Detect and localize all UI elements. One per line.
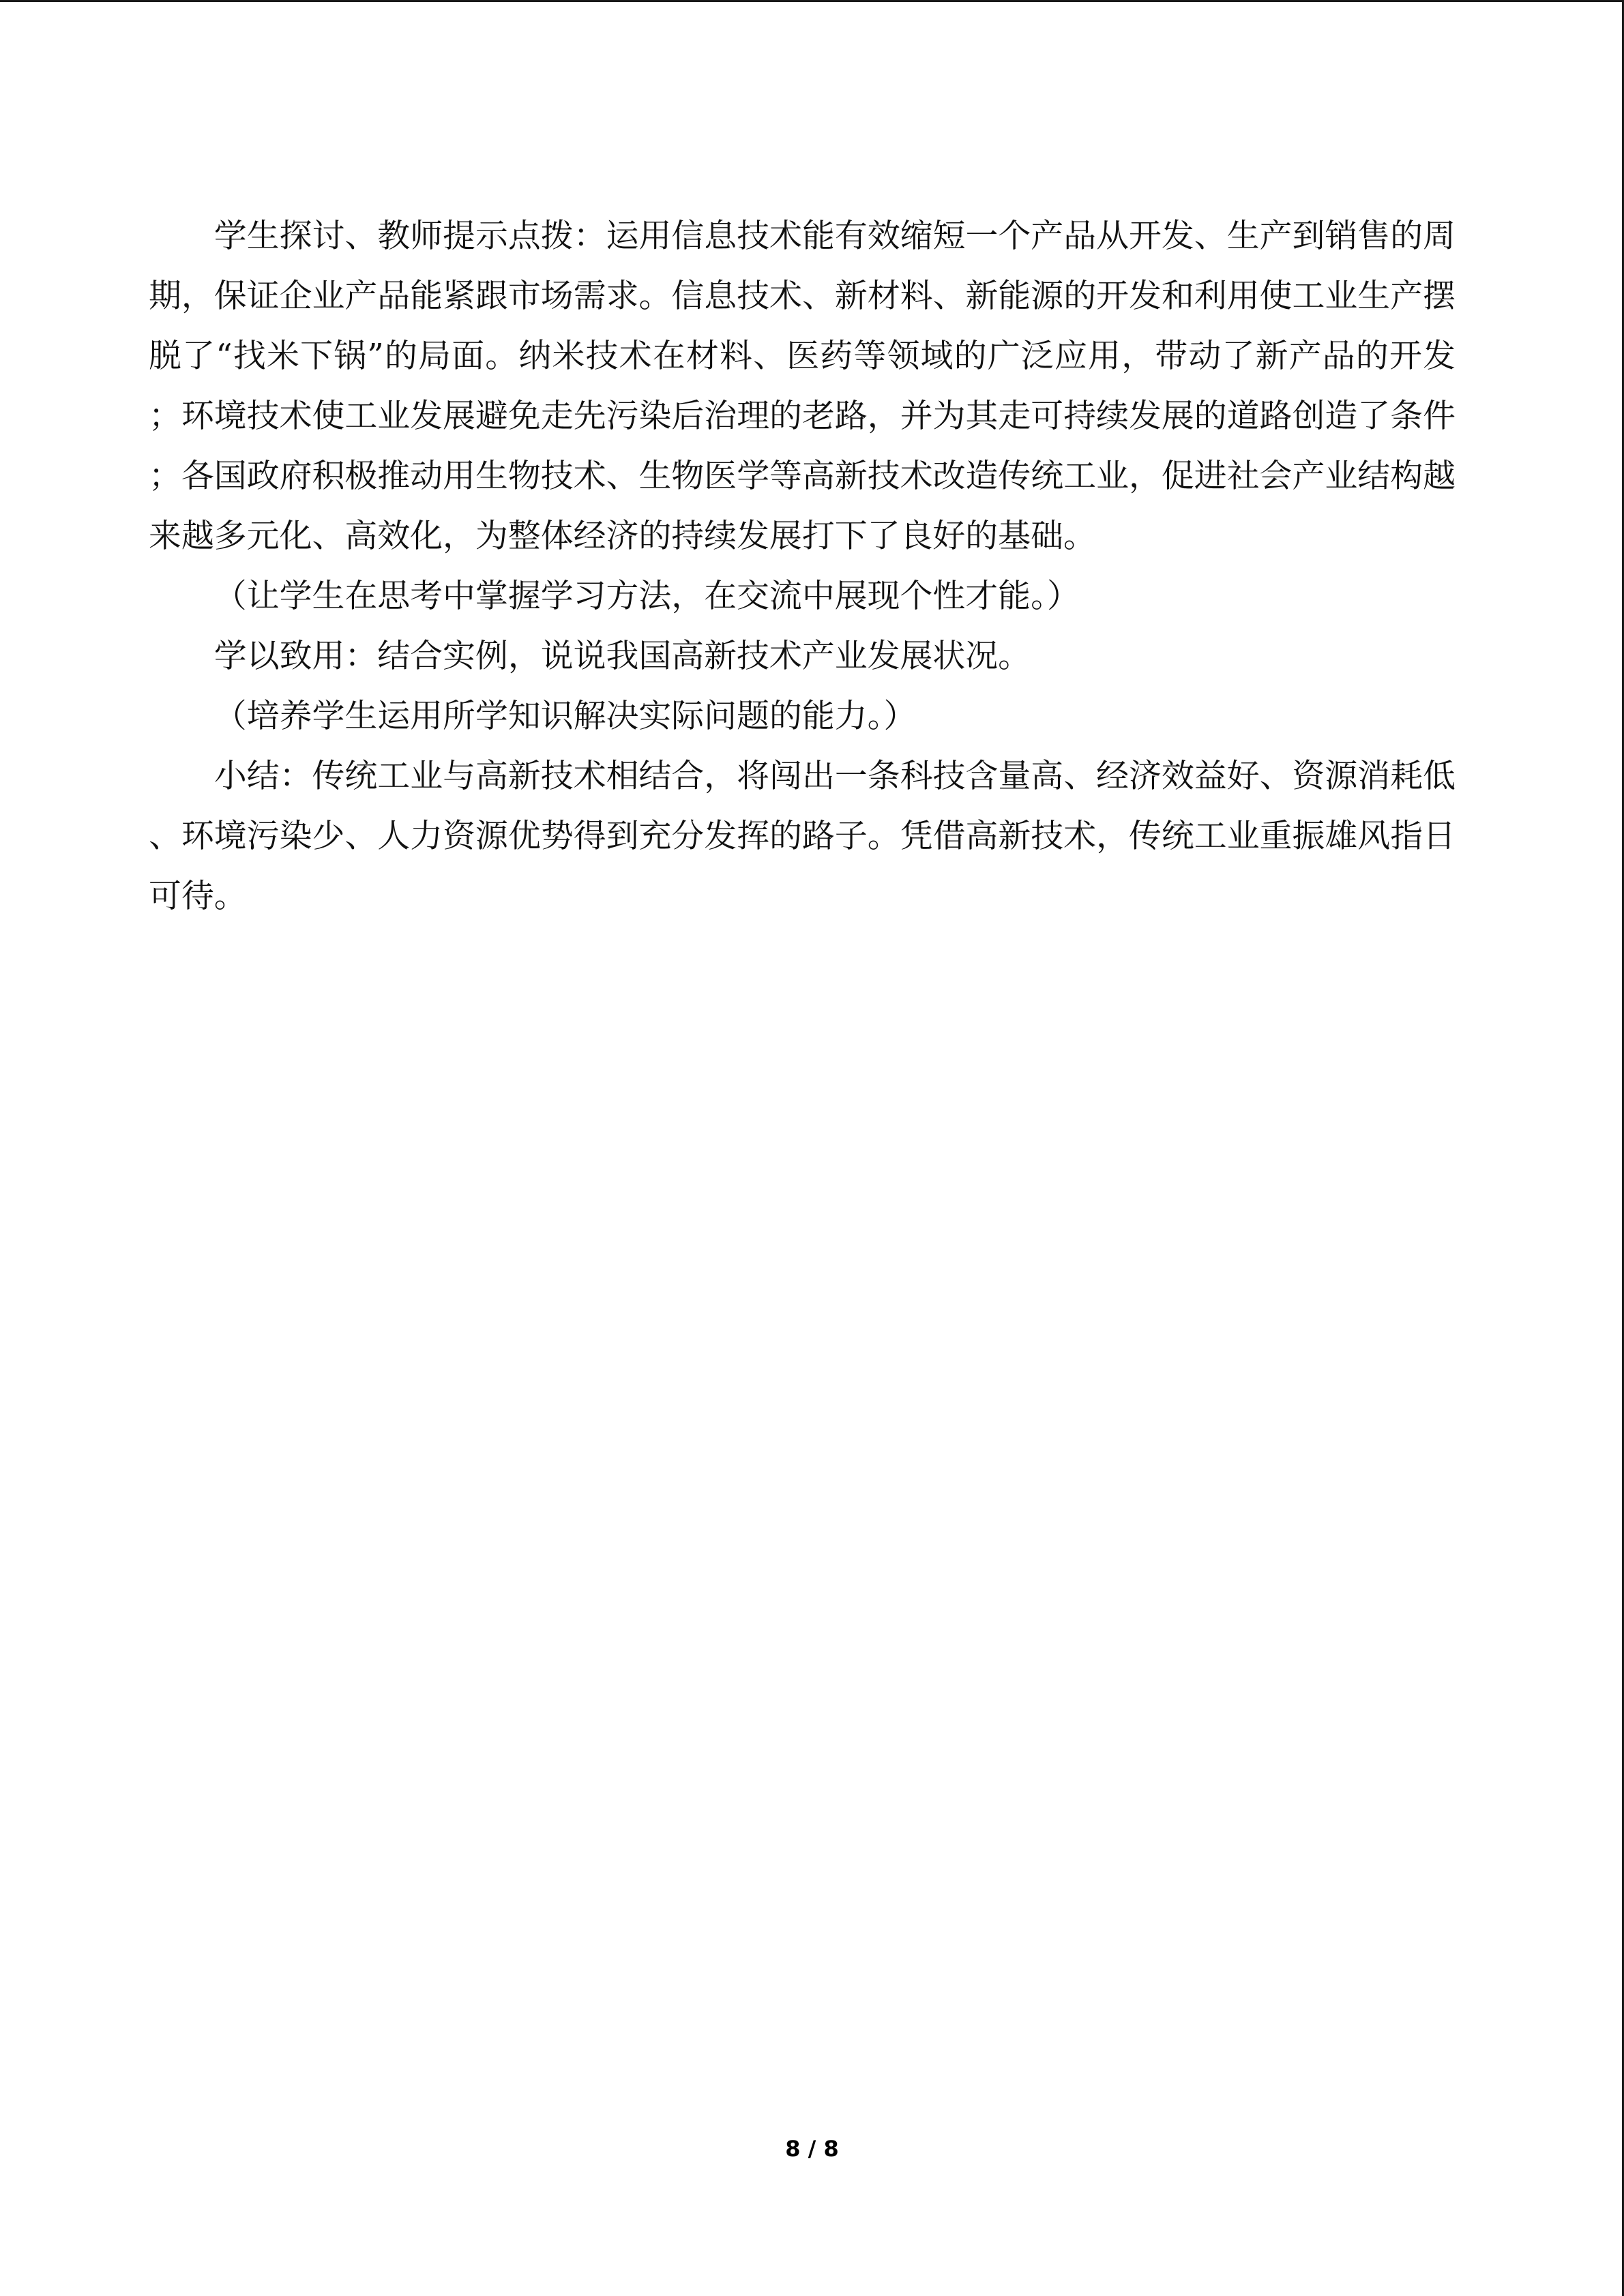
paragraph-discussion: 学生探讨、教师提示点拨：运用信息技术能有效缩短一个产品从开发、生产到销售的周期，保证企业产品能紧跟市场需求。信息技术、新材料、新能源的开发和利用使工业生产摆脱了“找米下锅”的局面。纳米技术在材料、医药等领域的广泛应用，带动了新产品的开发；环境技术使工业发展避免走先污染后治理的老路，并为其走可持续发展的道路创造了条件；各国政府积极推动用生物技术、生物医学等高新技术改造传统工业，促进社会产业结构越来越多元化、高效化，为整体经济的持续发展打下了良好的基础。 <box>149 218 1456 555</box>
paragraph-summary: 小结：传统工业与高新技术相结合，将闯出一条科技含量高、经济效益好、资源消耗低、环境污染少、人力资源优势得到充分发挥的路子。凭借高新技术，传统工业重振雄风指日可待。 <box>149 758 1456 915</box>
page-number: 8 / 8 <box>785 2136 839 2162</box>
paragraph-application: 学以致用：结合实例，说说我国高新技术产业发展状况。 <box>213 638 1031 675</box>
paragraph-note-learning-method: （让学生在思考中掌握学习方法，在交流中展现个性才能。） <box>213 578 1080 615</box>
document-body <box>149 207 1456 927</box>
paragraph-note-problem-solving: （培养学生运用所学知识解决实际问题的能力。） <box>213 698 917 735</box>
